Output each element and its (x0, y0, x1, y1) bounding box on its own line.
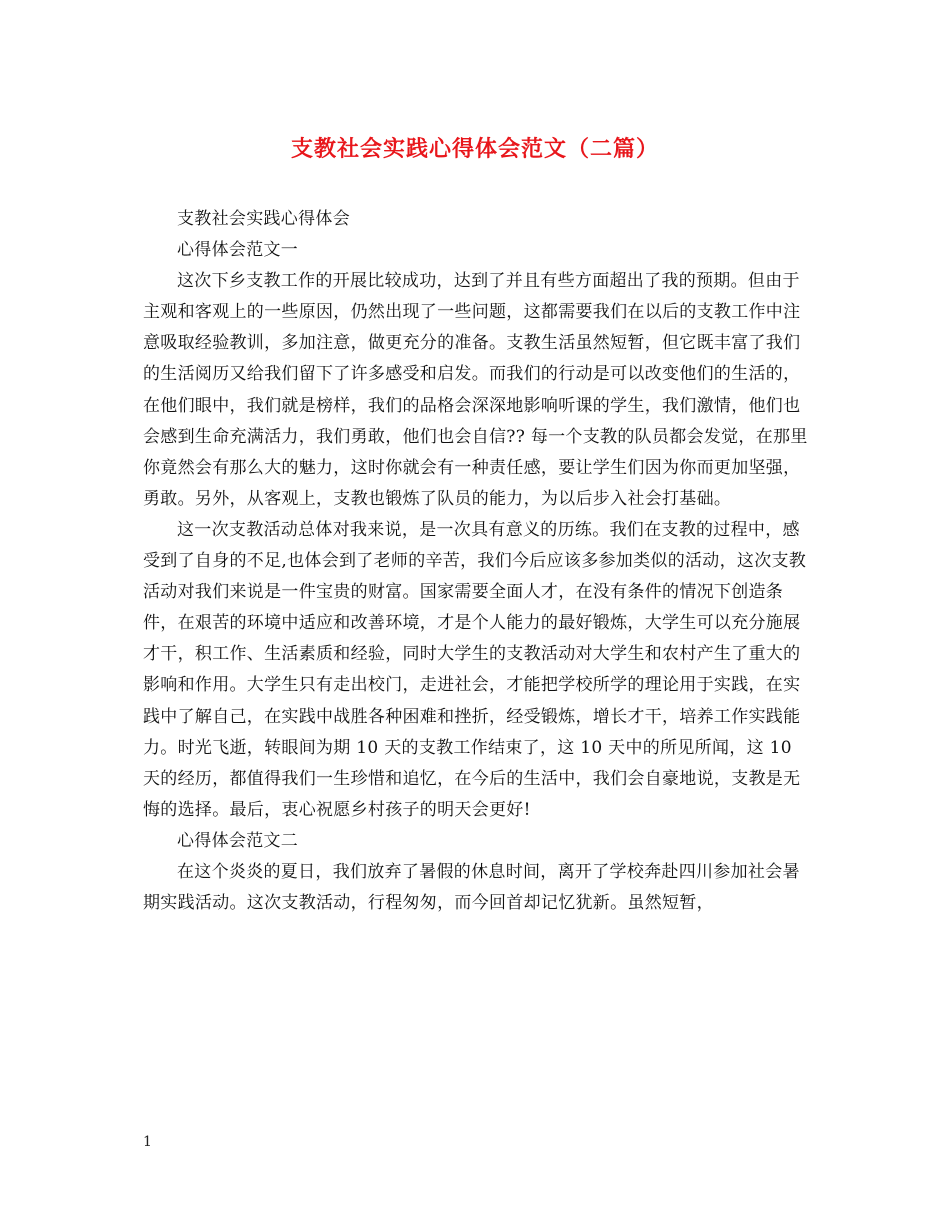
body-paragraph: 这次下乡支教工作的开展比较成功，达到了并且有些方面超出了我的预期。但由于主观和客观上的一些原因，仍然出现了一些问题，这都需要我们在以后的支教工作中注意吸取经验教训，多加注意，做更充分的准备。支教生活虽然短暂，但它既丰富了我们的生活阅历又给我们留下了许多感受和启发。而我们的行动是可以改变他们的生活的，在他们眼中，我们就是榜样，我们的品格会深深地影响听课的学生，我们激情，他们也会感到生命充满活力，我们勇敢，他们也会自信?? 每一个支教的队员都会发觉，在那里你竟然会有那么大的魅力，这时你就会有一种责任感，要让学生们因为你而更加坚强，勇敢。另外，从客观上，支教也锻炼了队员的能力，为以后步入社会打基础。 (143, 271, 808, 509)
subsection-heading: 心得体会范文一 (177, 240, 299, 261)
section-heading: 支教社会实践心得体会 (177, 209, 350, 229)
document-title: 支教社会实践心得体会范文（二篇） (290, 136, 659, 162)
document-body (143, 204, 813, 919)
subsection-heading: 心得体会范文二 (177, 830, 299, 851)
body-paragraph: 在这个炎炎的夏日，我们放弃了暑假的休息时间，离开了学校奔赴四川参加社会暑期实践活动。这次支教活动，行程匆匆，而今回首却记忆犹新。虽然短暂， (143, 861, 800, 914)
body-paragraph: 这一次支教活动总体对我来说，是一次具有意义的历练。我们在支教的过程中，感受到了自身的不足,也体会到了老师的辛苦，我们今后应该多参加类似的活动，这次支教活动对我们来说是一件宝贵的财富。国家需要全面人才，在没有条件的情况下创造条件，在艰苦的环境中适应和改善环境，才是个人能力的最好锻炼，大学生可以充分施展才干，积工作、生活素质和经验，同时大学生的支教活动对大学生和农村产生了重大的影响和作用。大学生只有走出校门，走进社会，才能把学校所学的理论用于实践，在实践中了解自己，在实践中战胜各种困难和挫折，经受锻炼，增长才干，培养工作实践能力。时光飞逝，转眼间为期 10 天的支教工作结束了，这 10 天中的所见所闻，这 10 天的经历，都值得我们一生珍惜和追忆，在今后的生活中，我们会自豪地说，支教是无悔的选择。最后，衷心祝愿乡村孩子的明天会更好! (143, 519, 807, 820)
page-number: 1 (143, 1134, 152, 1150)
